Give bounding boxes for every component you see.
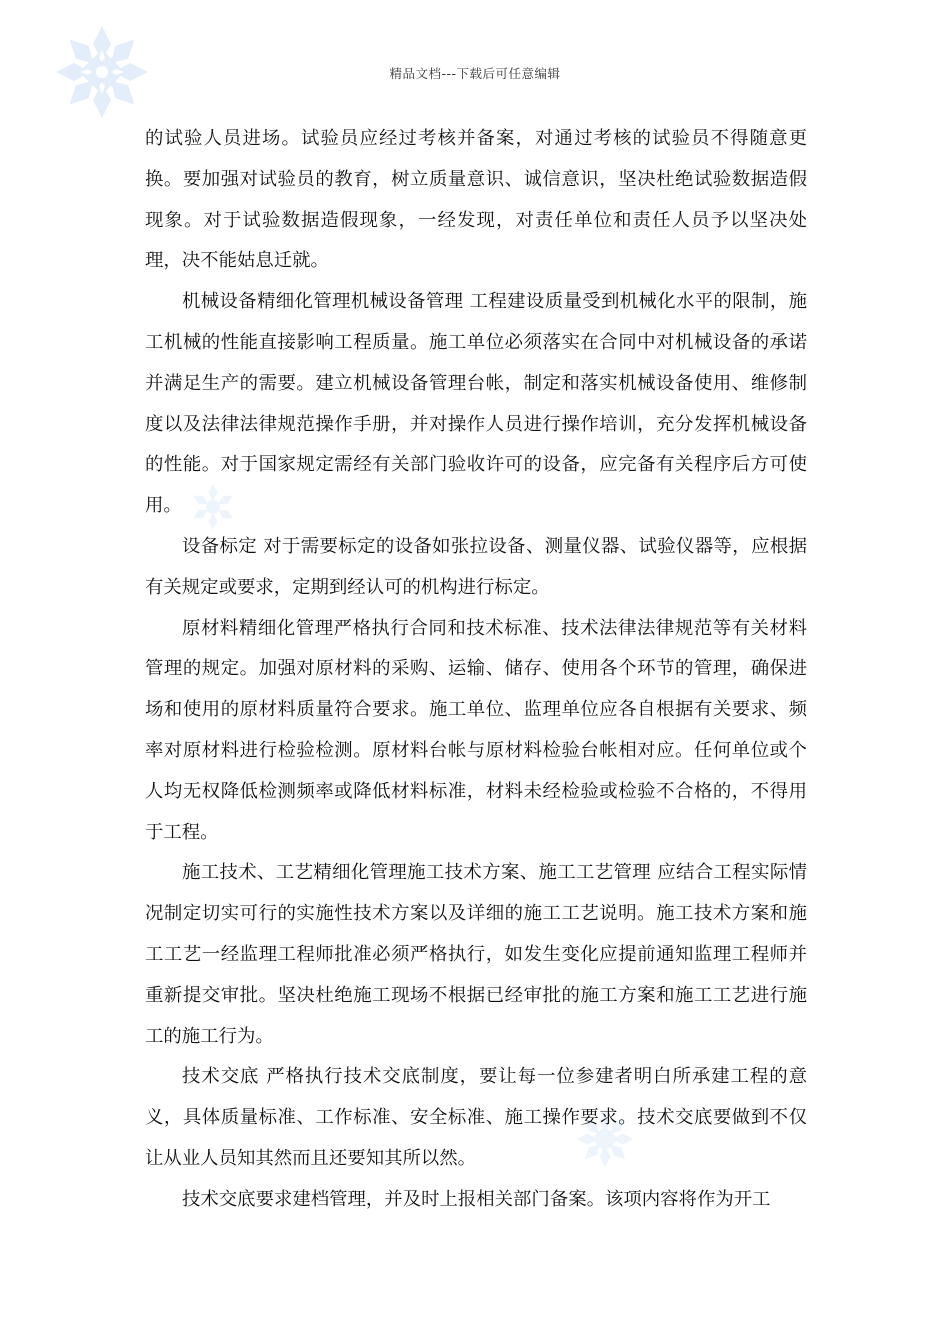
page-header: 精品文档---下载后可任意编辑 — [389, 66, 561, 81]
paragraph: 的试验人员进场。试验员应经过考核并备案，对通过考核的试验员不得随意更换。要加强对试验员的教育，树立质量意识、诚信意识，坚决杜绝试验数据造假现象。对于试验数据造假现象，一经发现，对责任单位和责任人员予以坚决处理，决不能姑息迁就。 — [145, 128, 807, 272]
paragraph: 技术交底 严格执行技术交底制度，要让每一位参建者明白所承建工程的意义，具体质量标准、工作标准、安全标准、施工操作要求。技术交底要做到不仅让从业人员知其然而且还要知其所以然。 — [145, 1066, 807, 1169]
document-body — [145, 119, 807, 1221]
paragraph: 技术交底要求建档管理，并及时上报相关部门备案。该项内容将作为开工 — [182, 1188, 771, 1210]
paragraph: 机械设备精细化管理机械设备管理 工程建设质量受到机械化水平的限制，施工机械的性能直接影响工程质量。施工单位必须落实在合同中对机械设备的承诺并满足生产的需要。建立机械设备管理台帐，制定和落实机械设备使用、维修制度以及法律法律规范操作手册，并对操作人员进行操作培训，充分发挥机械设备的性能。对于国家规定需经有关部门验收许可的设备，应完备有关程序后方可使用。 — [145, 291, 807, 517]
paragraph: 设备标定 对于需要标定的设备如张拉设备、测量仪器、试验仪器等，应根据有关规定或要求，定期到经认可的机构进行标定。 — [145, 535, 807, 598]
paragraph: 施工技术、工艺精细化管理施工技术方案、施工工艺管理 应结合工程实际情况制定切实可行的实施性技术方案以及详细的施工工艺说明。施工技术方案和施工工艺一经监理工程师批准必须严格执行，如发生变化应提前通知监理工程师并重新提交审批。坚决杜绝施工现场不根据已经审批的施工方案和施工工艺进行施工的施工行为。 — [145, 862, 807, 1047]
paragraph: 原材料精细化管理严格执行合同和技术标准、技术法律法律规范等有关材料管理的规定。加强对原材料的采购、运输、储存、使用各个环节的管理，确保进场和使用的原材料质量符合要求。施工单位、监理单位应各自根据有关要求、频率对原材料进行检验检测。原材料台帐与原材料检验台帐相对应。任何单位或个人均无权降低检测频率或降低材料标准，材料未经检验或检验不合格的，不得用于工程。 — [145, 617, 807, 843]
